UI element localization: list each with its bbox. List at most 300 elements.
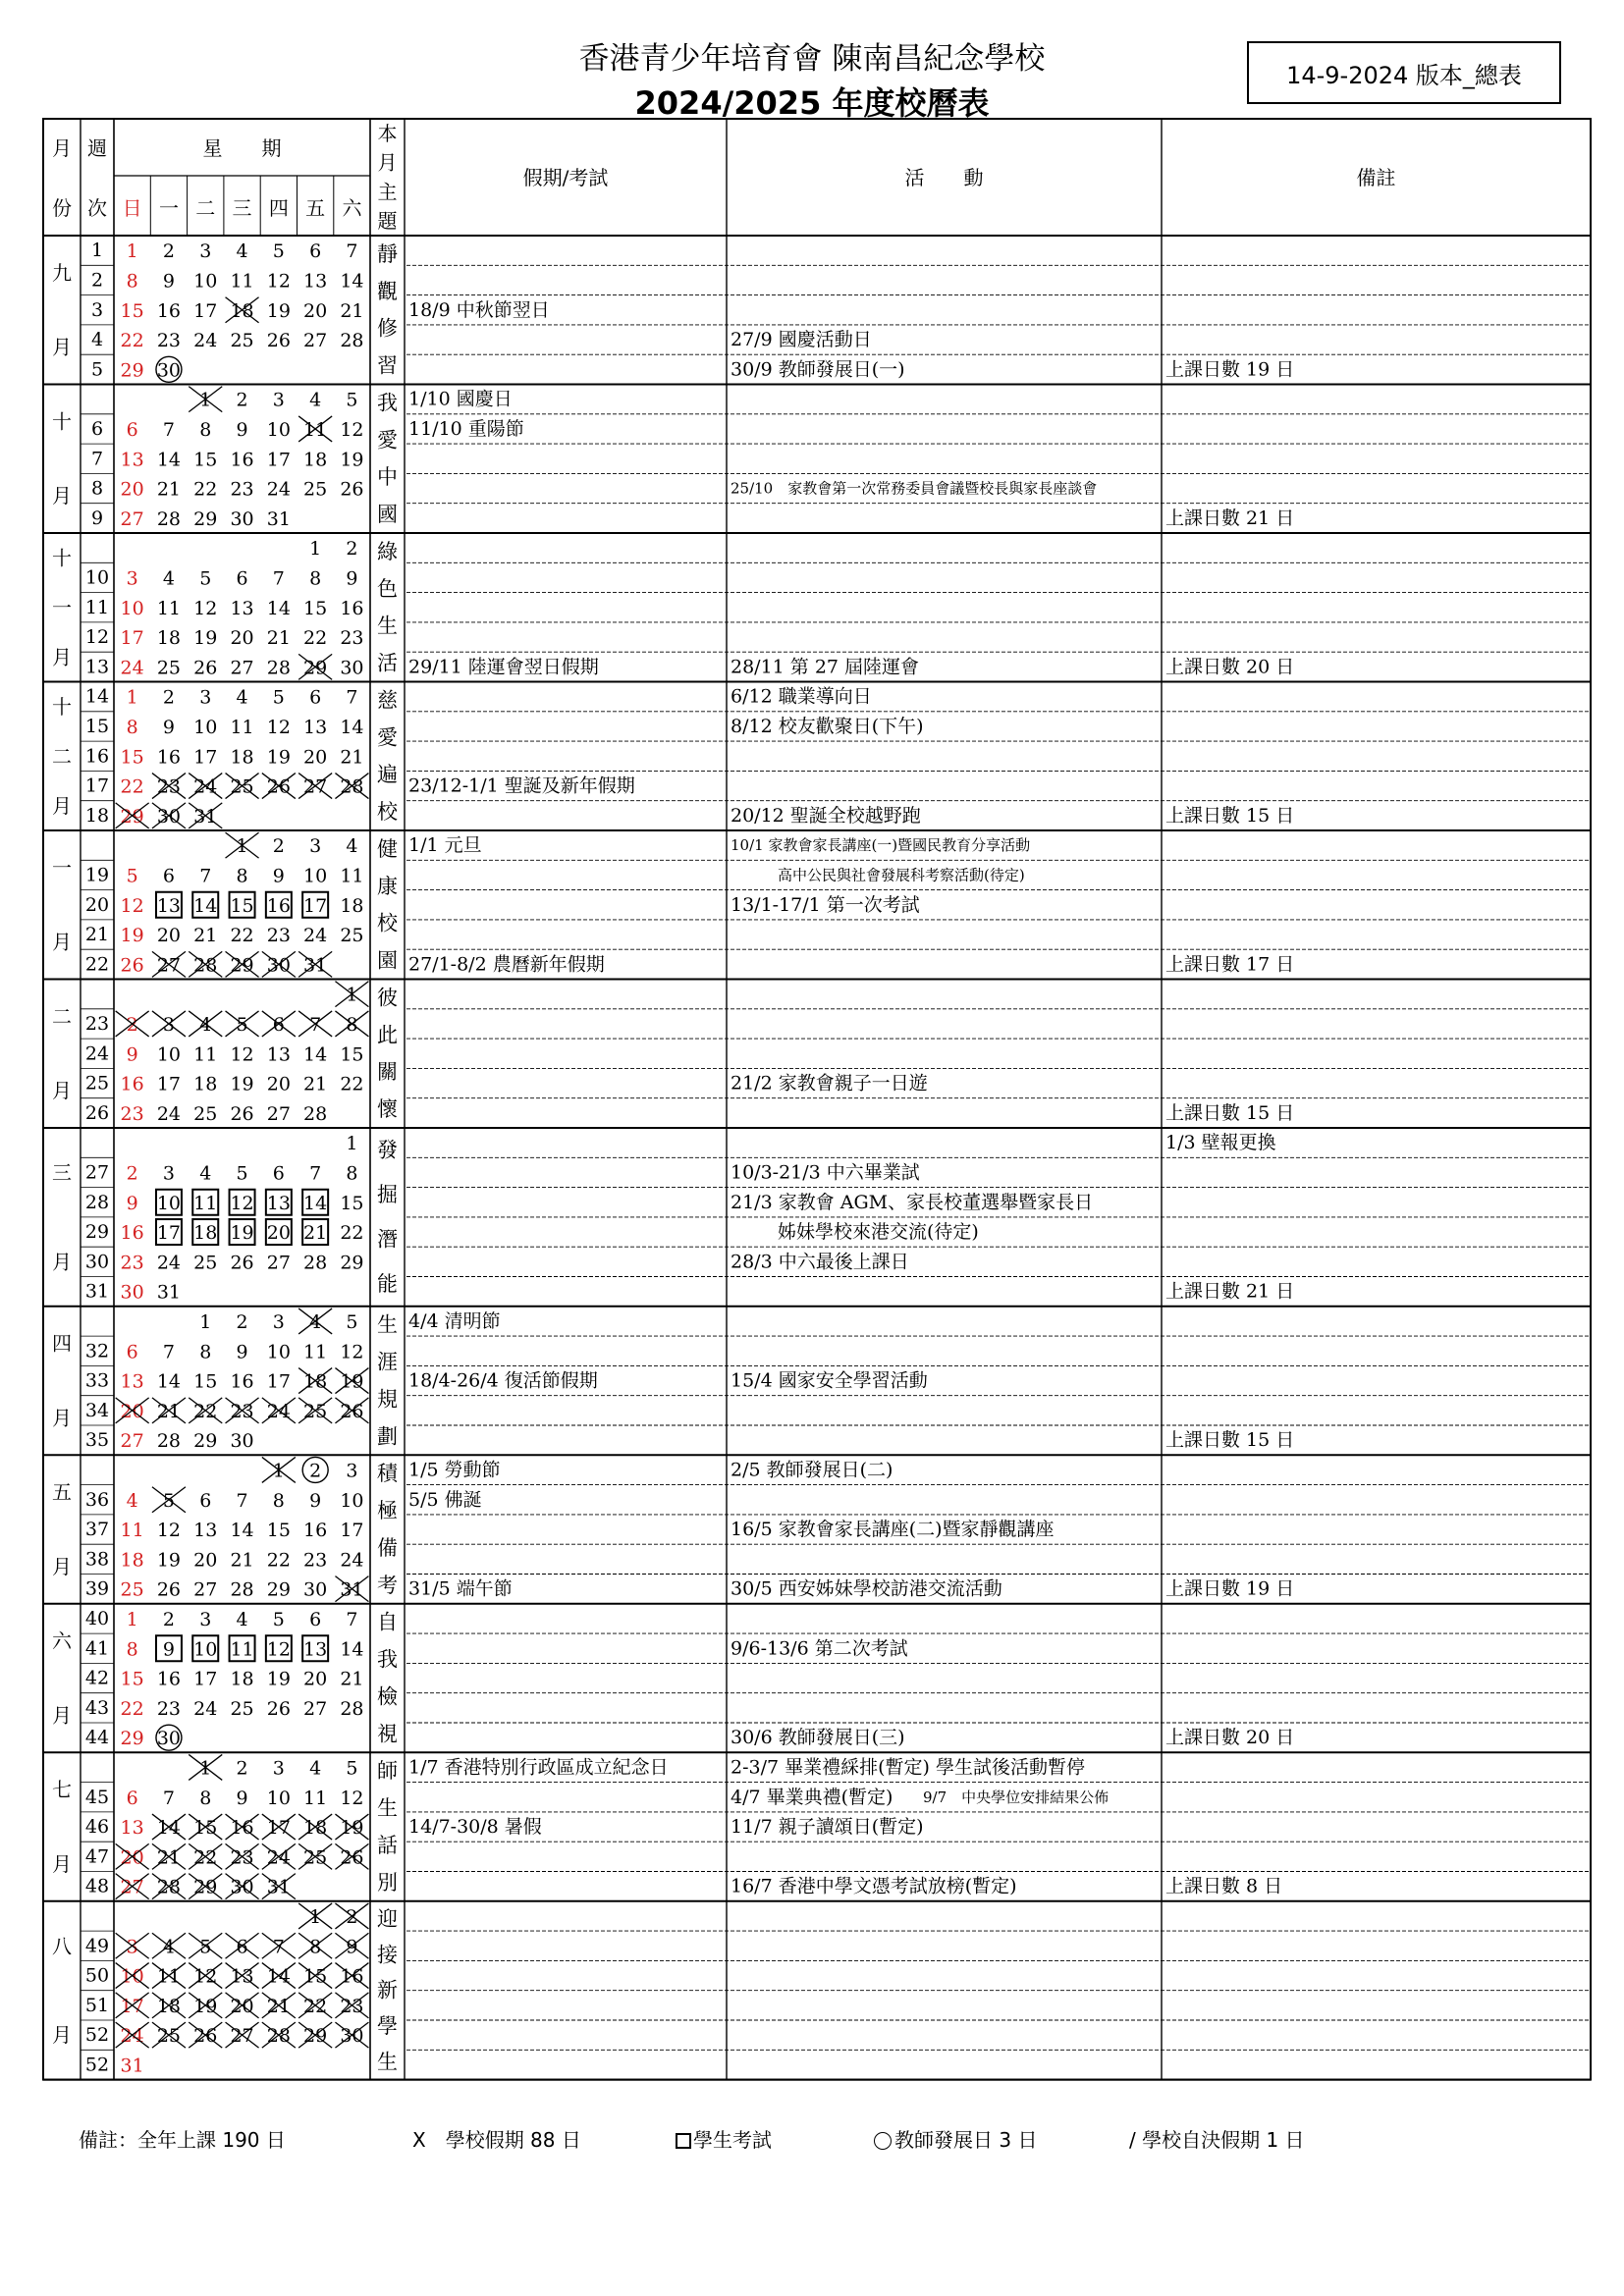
day-number: 1 xyxy=(199,1757,212,1780)
activity-entry: 10/1 家教會家長講座(一)暨國民教育分享活動 xyxy=(731,836,1031,855)
day-number: 28 xyxy=(193,954,218,977)
day-number: 6 xyxy=(126,1787,138,1809)
day-number: 2 xyxy=(236,1757,248,1780)
day-number: 4 xyxy=(236,1608,248,1630)
month-theme: 能 xyxy=(377,1272,398,1297)
month-theme: 別 xyxy=(377,1870,398,1895)
day-number: 16 xyxy=(303,1520,328,1542)
day-number: 30 xyxy=(340,657,364,679)
month-name: 月 xyxy=(52,793,72,818)
month-name: 一 xyxy=(52,595,72,619)
remark-entry: 上課日數 21 日 xyxy=(1165,1280,1295,1303)
day-number: 8 xyxy=(126,716,138,738)
day-number: 28 xyxy=(340,330,364,352)
day-number: 20 xyxy=(193,1549,218,1572)
month-name: 月 xyxy=(52,1250,72,1274)
day-number: 9 xyxy=(346,1936,358,1958)
day-number: 31 xyxy=(266,1876,291,1898)
day-number: 4 xyxy=(162,567,175,590)
week-number: 42 xyxy=(84,1667,110,1689)
day-number: 24 xyxy=(156,1252,182,1274)
day-number: 31 xyxy=(193,805,218,828)
day-number: 14 xyxy=(156,1817,182,1840)
month-theme: 校 xyxy=(377,911,398,935)
day-number: 27 xyxy=(120,1876,144,1898)
day-number: 16 xyxy=(156,746,182,769)
activity-entry: 28/3 中六最後上課日 xyxy=(731,1251,909,1273)
week-number: 48 xyxy=(84,1875,110,1897)
month-theme: 靜 xyxy=(377,241,398,266)
day-number: 8 xyxy=(236,865,248,887)
day-number: 10 xyxy=(340,1489,364,1512)
week-number: 45 xyxy=(84,1786,110,1808)
month-theme: 我 xyxy=(377,1647,398,1672)
day-number: 11 xyxy=(193,1043,218,1066)
header-activity: 活 動 xyxy=(904,166,984,189)
month-theme: 愛 xyxy=(377,428,398,453)
day-number: 5 xyxy=(162,1489,175,1512)
remark-entry: 上課日數 15 日 xyxy=(1165,1101,1295,1124)
day-number: 6 xyxy=(309,1608,322,1630)
day-number: 30 xyxy=(120,1281,144,1304)
day-number: 6 xyxy=(236,567,248,590)
remark-entry: 上課日數 19 日 xyxy=(1165,1577,1295,1600)
remark-entry: 上課日數 8 日 xyxy=(1165,1875,1283,1897)
holiday-entry: 18/4-26/4 復活節假期 xyxy=(408,1369,598,1392)
day-number: 21 xyxy=(230,1549,254,1572)
remark-entry: 上課日數 21 日 xyxy=(1165,507,1295,529)
day-number: 3 xyxy=(126,567,138,590)
week-number: 21 xyxy=(84,924,110,946)
day-number: 23 xyxy=(266,925,291,947)
day-number: 12 xyxy=(340,1787,364,1809)
day-number: 14 xyxy=(193,894,218,917)
activity-entry: 10/3-21/3 中六畢業試 xyxy=(731,1161,920,1184)
day-number: 10 xyxy=(266,418,291,441)
day-number: 15 xyxy=(193,1370,218,1393)
day-number: 11 xyxy=(156,597,182,619)
activity-entry: 21/2 家教會親子一日遊 xyxy=(731,1072,928,1095)
day-number: 14 xyxy=(156,449,182,471)
day-number: 1 xyxy=(126,240,138,263)
month-theme: 中 xyxy=(377,465,398,490)
day-number: 2 xyxy=(126,1013,138,1036)
day-number: 25 xyxy=(303,478,328,501)
month-name: 月 xyxy=(52,2023,72,2048)
day-number: 4 xyxy=(346,835,358,858)
day-number: 18 xyxy=(303,449,328,471)
day-number: 24 xyxy=(266,1846,291,1869)
day-number: 3 xyxy=(346,1460,358,1482)
day-number: 11 xyxy=(193,1192,218,1214)
day-number: 29 xyxy=(120,359,144,382)
day-number: 16 xyxy=(156,299,182,322)
day-number: 9 xyxy=(346,567,358,590)
day-number: 19 xyxy=(340,449,364,471)
month-name: 八 xyxy=(52,1934,72,1958)
day-number: 5 xyxy=(272,240,285,263)
day-number: 16 xyxy=(120,1073,144,1095)
day-number: 15 xyxy=(193,449,218,471)
day-number: 5 xyxy=(346,389,358,411)
day-number: 28 xyxy=(156,1876,182,1898)
month-theme: 修 xyxy=(377,316,398,341)
day-number: 26 xyxy=(340,478,364,501)
day-number: 28 xyxy=(303,1102,328,1125)
month-theme: 潛 xyxy=(377,1227,398,1252)
day-number: 21 xyxy=(266,1995,291,2017)
day-number: 2 xyxy=(162,240,175,263)
day-number: 19 xyxy=(266,746,291,769)
day-number: 4 xyxy=(236,240,248,263)
month-theme: 視 xyxy=(377,1722,398,1746)
day-number: 10 xyxy=(120,597,144,619)
day-number: 1 xyxy=(236,835,248,858)
week-number: 2 xyxy=(90,269,104,292)
week-number: 27 xyxy=(84,1161,110,1184)
day-number: 3 xyxy=(162,1013,175,1036)
week-number: 36 xyxy=(84,1488,110,1511)
day-number: 27 xyxy=(120,507,144,530)
day-number: 11 xyxy=(156,1965,182,1988)
day-number: 19 xyxy=(230,1073,254,1095)
day-number: 7 xyxy=(272,1936,285,1958)
day-number: 25 xyxy=(340,925,364,947)
month-theme: 生 xyxy=(377,1312,398,1337)
activity-entry: 2/5 教師發展日(二) xyxy=(731,1459,893,1481)
month-theme: 關 xyxy=(377,1060,398,1085)
day-number: 20 xyxy=(230,627,254,650)
day-number: 20 xyxy=(303,746,328,769)
header-week: 週 xyxy=(87,136,107,160)
day-number: 28 xyxy=(156,507,182,530)
day-number: 29 xyxy=(266,1578,291,1601)
legend-exam: 學生考試 xyxy=(676,2124,772,2153)
header-week: 次 xyxy=(87,196,107,220)
day-number: 1 xyxy=(309,538,322,561)
day-number: 18 xyxy=(120,1549,144,1572)
week-number: 15 xyxy=(84,715,110,737)
week-number: 47 xyxy=(84,1845,110,1868)
day-number: 7 xyxy=(162,1341,175,1363)
day-number: 25 xyxy=(156,657,182,679)
day-number: 14 xyxy=(340,270,364,293)
month-theme: 懷 xyxy=(377,1097,398,1122)
month-theme: 校 xyxy=(377,800,398,825)
day-number: 12 xyxy=(120,894,144,917)
day-number: 2 xyxy=(126,1162,138,1185)
day-number: 8 xyxy=(309,1936,322,1958)
day-number: 26 xyxy=(266,1697,291,1720)
day-number: 25 xyxy=(120,1578,144,1601)
day-number: 5 xyxy=(199,1936,212,1958)
day-number: 1 xyxy=(126,1608,138,1630)
day-number: 31 xyxy=(156,1281,182,1304)
day-number: 20 xyxy=(303,1668,328,1690)
day-number: 25 xyxy=(193,1252,218,1274)
holiday-entry: 1/1 元旦 xyxy=(408,834,482,857)
week-number: 52 xyxy=(84,2054,110,2076)
day-number: 30 xyxy=(156,805,182,828)
day-number: 12 xyxy=(193,1965,218,1988)
header-month: 月 xyxy=(52,136,72,160)
day-number: 31 xyxy=(120,2055,144,2077)
month-theme: 迎 xyxy=(377,1906,398,1931)
month-theme: 國 xyxy=(377,503,398,527)
day-number: 21 xyxy=(303,1073,328,1095)
month-name: 七 xyxy=(52,1778,72,1802)
day-number: 21 xyxy=(303,1222,328,1245)
day-number: 13 xyxy=(193,1520,218,1542)
day-number: 11 xyxy=(303,1341,328,1363)
day-number: 13 xyxy=(230,1965,254,1988)
day-number: 7 xyxy=(199,865,212,887)
day-number: 16 xyxy=(156,1668,182,1690)
week-number: 5 xyxy=(90,358,104,381)
day-number: 16 xyxy=(340,1965,364,1988)
day-number: 10 xyxy=(193,716,218,738)
month-theme: 掘 xyxy=(377,1183,398,1207)
month-theme: 極 xyxy=(377,1499,398,1523)
month-theme: 康 xyxy=(377,874,398,898)
day-number: 3 xyxy=(272,389,285,411)
day-number: 15 xyxy=(303,597,328,619)
day-number: 14 xyxy=(266,597,291,619)
day-number: 4 xyxy=(199,1162,212,1185)
holiday-entry: 1/10 國慶日 xyxy=(408,388,513,410)
day-number: 23 xyxy=(340,627,364,650)
day-number: 23 xyxy=(230,1846,254,1869)
day-number: 7 xyxy=(272,567,285,590)
week-number: 12 xyxy=(84,626,110,649)
month-theme: 習 xyxy=(377,353,398,378)
day-number: 27 xyxy=(266,1102,291,1125)
month-theme: 彼 xyxy=(377,986,398,1010)
day-number: 12 xyxy=(266,716,291,738)
month-name: 月 xyxy=(52,1703,72,1728)
day-number: 14 xyxy=(340,1638,364,1661)
activity-entry: 16/5 家教會家長講座(二)暨家靜觀講座 xyxy=(731,1519,1055,1541)
month-theme: 涯 xyxy=(377,1350,398,1374)
activity-entry: 30/9 教師發展日(一) xyxy=(731,358,905,381)
day-number: 7 xyxy=(309,1013,322,1036)
day-number: 18 xyxy=(156,627,182,650)
day-number: 19 xyxy=(193,627,218,650)
month-name: 月 xyxy=(52,1406,72,1430)
day-number: 28 xyxy=(303,1252,328,1274)
day-number: 26 xyxy=(340,1400,364,1422)
day-number: 13 xyxy=(303,716,328,738)
day-number: 11 xyxy=(120,1520,144,1542)
day-number: 15 xyxy=(120,746,144,769)
month-theme: 發 xyxy=(377,1138,398,1162)
day-number: 21 xyxy=(156,1400,182,1422)
day-number: 7 xyxy=(309,1162,322,1185)
week-number: 22 xyxy=(84,953,110,976)
day-number: 6 xyxy=(162,865,175,887)
day-number: 4 xyxy=(309,1757,322,1780)
day-number: 10 xyxy=(120,1965,144,1988)
week-number: 4 xyxy=(90,329,104,351)
day-number: 17 xyxy=(266,1370,291,1393)
day-number: 17 xyxy=(193,1668,218,1690)
day-number: 7 xyxy=(162,418,175,441)
month-theme: 愛 xyxy=(377,725,398,750)
day-number: 10 xyxy=(156,1043,182,1066)
day-number: 29 xyxy=(193,1430,218,1453)
header-weekday: 二 xyxy=(195,196,216,220)
month-name: 月 xyxy=(52,930,72,954)
day-number: 4 xyxy=(199,1013,212,1036)
day-number: 9 xyxy=(162,716,175,738)
day-number: 15 xyxy=(193,1817,218,1840)
month-name: 月 xyxy=(52,484,72,508)
activity-entry: 30/5 西安姊妹學校訪港交流活動 xyxy=(731,1577,1002,1600)
day-number: 30 xyxy=(156,1728,182,1750)
day-number: 1 xyxy=(199,1310,212,1333)
activity-entry: 高中公民與社會發展科考察活動(待定) xyxy=(778,866,1025,884)
day-number: 19 xyxy=(193,1995,218,2017)
day-number: 9 xyxy=(272,865,285,887)
day-number: 13 xyxy=(120,1817,144,1840)
day-number: 9 xyxy=(309,1489,322,1512)
version-box: 14-9-2024 版本_總表 xyxy=(1247,41,1561,104)
week-number: 35 xyxy=(84,1429,110,1452)
day-number: 9 xyxy=(162,1638,175,1661)
week-number: 19 xyxy=(84,864,110,886)
day-number: 12 xyxy=(230,1192,254,1214)
day-number: 27 xyxy=(230,657,254,679)
month-theme: 活 xyxy=(377,651,398,675)
month-theme: 規 xyxy=(377,1387,398,1412)
remark-entry: 1/3 壁報更換 xyxy=(1165,1132,1276,1154)
holiday-entry: 23/12-1/1 聖誕及新年假期 xyxy=(408,774,635,797)
day-number: 24 xyxy=(193,1697,218,1720)
header-theme: 本 xyxy=(377,121,398,145)
holiday-entry: 11/10 重陽節 xyxy=(408,417,524,440)
day-number: 17 xyxy=(266,449,291,471)
day-number: 19 xyxy=(230,1222,254,1245)
day-number: 11 xyxy=(340,865,364,887)
header-weekday-title: 星 期 xyxy=(202,136,282,160)
activity-entry: 9/7 中央學位安排結果公佈 xyxy=(923,1788,1110,1806)
header-theme: 月 xyxy=(377,150,398,175)
day-number: 8 xyxy=(126,270,138,293)
day-number: 23 xyxy=(230,478,254,501)
week-number: 40 xyxy=(84,1607,110,1629)
activity-entry: 15/4 國家安全學習活動 xyxy=(731,1369,928,1392)
day-number: 23 xyxy=(230,1400,254,1422)
day-number: 1 xyxy=(199,389,212,411)
day-number: 8 xyxy=(346,1162,358,1185)
day-number: 23 xyxy=(120,1102,144,1125)
week-number: 3 xyxy=(90,298,104,321)
day-number: 17 xyxy=(120,1995,144,2017)
day-number: 20 xyxy=(156,925,182,947)
day-number: 20 xyxy=(266,1073,291,1095)
day-number: 3 xyxy=(162,1162,175,1185)
day-number: 29 xyxy=(120,1728,144,1750)
day-number: 17 xyxy=(156,1073,182,1095)
day-number: 5 xyxy=(346,1310,358,1333)
day-number: 1 xyxy=(309,1905,322,1928)
day-number: 24 xyxy=(193,775,218,798)
day-number: 30 xyxy=(156,359,182,382)
month-theme: 健 xyxy=(377,836,398,861)
week-number: 8 xyxy=(90,477,104,500)
month-theme: 我 xyxy=(377,391,398,415)
day-number: 22 xyxy=(230,925,254,947)
day-number: 16 xyxy=(230,449,254,471)
day-number: 2 xyxy=(346,538,358,561)
week-number: 50 xyxy=(84,1964,110,1987)
day-number: 13 xyxy=(120,449,144,471)
day-number: 6 xyxy=(309,686,322,709)
activity-entry: 28/11 第 27 屆陸運會 xyxy=(731,656,920,678)
day-number: 5 xyxy=(236,1013,248,1036)
month-theme: 檢 xyxy=(377,1684,398,1709)
day-number: 23 xyxy=(120,1252,144,1274)
day-number: 11 xyxy=(230,1638,254,1661)
day-number: 17 xyxy=(193,746,218,769)
day-number: 12 xyxy=(340,1341,364,1363)
header-theme: 主 xyxy=(377,180,398,204)
day-number: 22 xyxy=(120,1697,144,1720)
day-number: 23 xyxy=(156,330,182,352)
day-number: 6 xyxy=(272,1162,285,1185)
week-number: 18 xyxy=(84,804,110,827)
header-weekday: 三 xyxy=(232,196,252,220)
day-number: 24 xyxy=(193,330,218,352)
day-number: 31 xyxy=(266,507,291,530)
day-number: 18 xyxy=(303,1817,328,1840)
day-number: 28 xyxy=(230,1578,254,1601)
day-number: 8 xyxy=(126,1638,138,1661)
day-number: 17 xyxy=(156,1222,182,1245)
day-number: 10 xyxy=(266,1341,291,1363)
day-number: 5 xyxy=(236,1162,248,1185)
day-number: 3 xyxy=(199,240,212,263)
remark-entry: 上課日數 19 日 xyxy=(1165,358,1295,381)
day-number: 2 xyxy=(162,1608,175,1630)
remark-entry: 上課日數 15 日 xyxy=(1165,1429,1295,1452)
day-number: 22 xyxy=(266,1549,291,1572)
day-number: 25 xyxy=(303,1846,328,1869)
week-number: 43 xyxy=(84,1696,110,1719)
month-theme: 生 xyxy=(377,1796,398,1821)
remark-entry: 上課日數 20 日 xyxy=(1165,656,1295,678)
activity-entry: 姊妹學校來港交流(待定) xyxy=(778,1221,979,1244)
day-number: 17 xyxy=(120,627,144,650)
month-theme: 自 xyxy=(377,1610,398,1634)
week-number: 13 xyxy=(84,656,110,678)
week-number: 49 xyxy=(84,1935,110,1957)
day-number: 20 xyxy=(303,299,328,322)
week-number: 41 xyxy=(84,1637,110,1660)
week-number: 25 xyxy=(84,1072,110,1095)
day-number: 5 xyxy=(272,686,285,709)
month-theme: 此 xyxy=(377,1023,398,1047)
day-number: 19 xyxy=(340,1817,364,1840)
day-number: 29 xyxy=(303,2025,328,2048)
day-number: 29 xyxy=(340,1252,364,1274)
day-number: 21 xyxy=(156,1846,182,1869)
day-number: 19 xyxy=(156,1549,182,1572)
day-number: 11 xyxy=(303,418,328,441)
month-theme: 新 xyxy=(377,1978,398,2002)
day-number: 3 xyxy=(199,686,212,709)
month-name: 十 xyxy=(52,694,72,719)
